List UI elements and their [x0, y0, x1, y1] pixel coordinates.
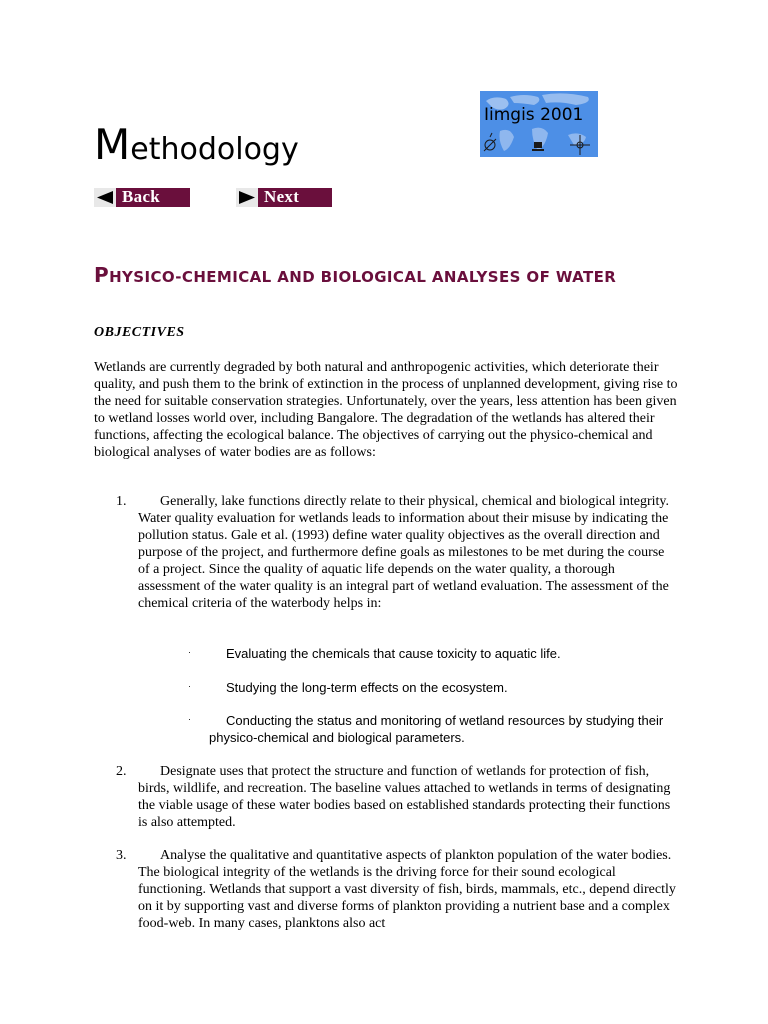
item-text: Analyse the qualitative and quantitative aspects of plankton population of the water bodies. The biological integrity of the wetlands is the driving force for their sound ecological functioning. Wetlands that support a vast diversity of fish, birds, mammals, etc., depend directly on it by supporting vast and diverse forms of plankton providing a nutrient base and a complex food-web. In many cases, planktons also act — [138, 848, 676, 931]
section-heading-rest: HYSICO-CHEMICAL AND BIOLOGICAL ANALYSES OF WATER — [109, 268, 617, 286]
bullet-text: Evaluating the chemicals that cause toxicity to aquatic life. — [226, 646, 561, 661]
objectives-subheading: OBJECTIVES — [94, 325, 185, 340]
item-number: 1. — [116, 494, 127, 509]
section-heading — [94, 265, 654, 287]
page-title-initial: M — [94, 120, 131, 169]
objective-item-3 — [116, 847, 676, 932]
bullet-marker: · — [188, 647, 191, 657]
left-arrow-icon — [94, 188, 116, 207]
right-arrow-icon — [236, 188, 258, 207]
bullet-marker: · — [188, 714, 191, 724]
item-number: 2. — [116, 764, 127, 779]
item-text: Designate uses that protect the structure and function of wetlands for protection of fish, birds, wildlife, and recreation. The baseline values attached to wetlands in terms of designating the viable usage of these water bodies based on established standards protecting their functions is also attempted. — [138, 764, 671, 830]
bullet-marker: · — [188, 681, 191, 691]
back-button[interactable] — [94, 188, 190, 207]
limgis-logo — [480, 91, 598, 157]
bullet-item-3 — [188, 712, 669, 746]
next-button[interactable] — [236, 188, 332, 207]
bullet-item-2 — [188, 679, 669, 696]
item-number: 3. — [116, 848, 127, 863]
page-title-rest: ethodology — [130, 132, 299, 167]
next-button-label: Next — [264, 187, 300, 206]
bullet-text: Studying the long-term effects on the ecosystem. — [226, 680, 508, 695]
intro-paragraph: Wetlands are currently degraded by both natural and anthropogenic activities, which deteriorate their quality, and push them to the brink of extinction in the process of unplanned development, giving rise to the need for suitable conservation strategies. Unfortunately, over the years, less attention has been given to wetland losses world over, including Bangalore. The degradation of the wetlands has altered their functions, affecting the ecological balance. The objectives of carrying out the physico-chemical and biological analyses of water bodies are as follows: — [94, 360, 678, 460]
objective-item-1 — [116, 493, 676, 612]
item-text: Generally, lake functions directly relate to their physical, chemical and biological integrity. Water quality evaluation for wetlands leads to information about their misuse by indicating the pollution status. Gale et al. (1993) define water quality objectives as the overall direction and purpose of the project, and furthermore define goals as milestones to be met during the course of a project. Since the quality of aquatic life depends on the water quality, a thorough assessment of the water quality is an integral part of wetland evaluation. The assessment of the chemical criteria of the waterbody helps in: — [138, 494, 669, 611]
section-heading-initial: P — [94, 263, 110, 287]
logo-text: Iimgis 2001 — [484, 105, 584, 125]
bullet-text: Conducting the status and monitoring of wetland resources by studying their physico-chemical and biological parameters. — [209, 713, 664, 745]
bullet-item-1 — [188, 645, 669, 662]
page-title — [94, 122, 299, 173]
back-button-label: Back — [122, 187, 161, 206]
objective-item-2 — [116, 763, 676, 831]
